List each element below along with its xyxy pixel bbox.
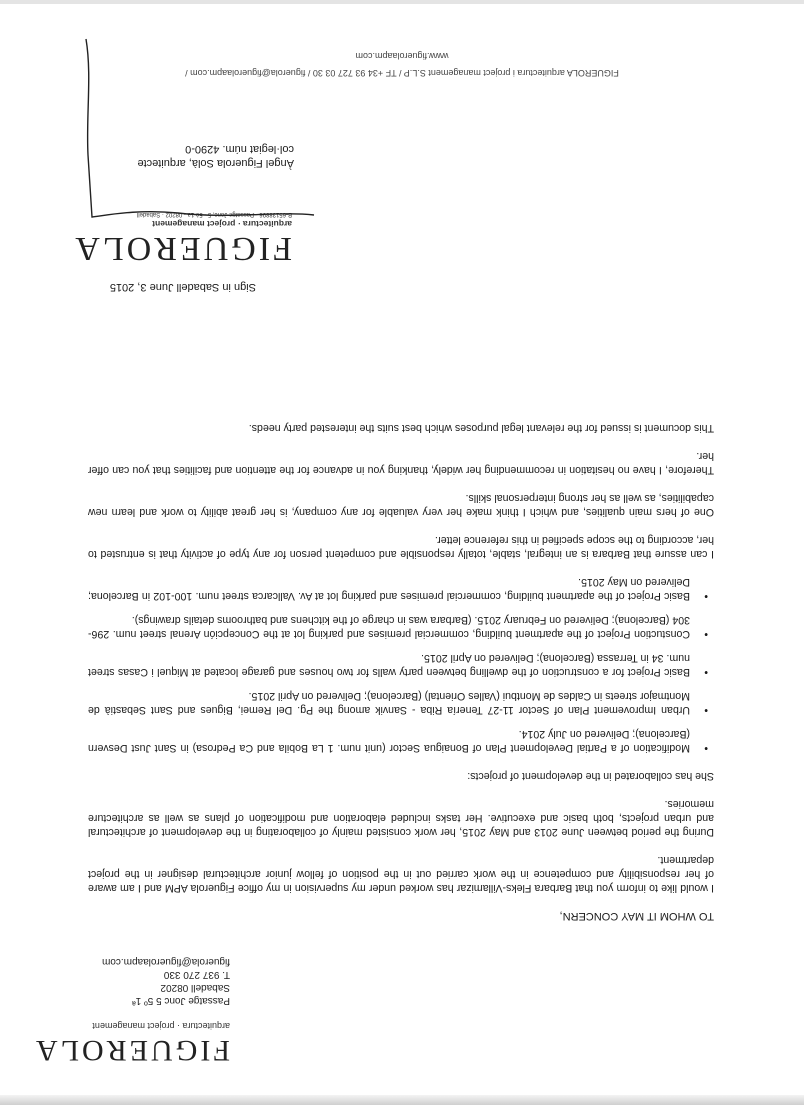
scan-edge-top <box>0 1095 804 1105</box>
signer-name: Àngel Figuerola Solà, arquitecte <box>137 157 294 169</box>
stamp-tagline: arquitectura · project management <box>152 219 292 229</box>
logo-wordmark: FIGUEROLA <box>33 1034 230 1067</box>
list-item <box>88 689 714 717</box>
letterhead-address <box>102 955 230 1007</box>
paragraph: During the period between June 2013 and May 2015, her work consisted mainly of collaborating in the development of architectural and urban projects, both basic and executive. Her tasks included elaboration and modification of plans as well as architecture memories. <box>88 798 714 838</box>
stamp-small-print: B-65138896 · Passatge Jonc, 5 · 5è 1a · 08202 · Sabadell <box>136 211 292 217</box>
sign-date: Sign in Sabadell June 3, 2015 <box>109 281 256 293</box>
projects-list <box>88 575 714 755</box>
address-line: T. 937 270 330 <box>163 969 230 980</box>
address-line: Passatge Jonc 5 5º 1ª <box>132 995 230 1006</box>
stamp-wordmark: FIGUEROLA <box>72 230 292 267</box>
project-text: Constuction Project of the apartment building, commercial premises and parking lot at the Concepción Arenal street num. 296-304 (Barcelona); Delivered on February 2015. (Barbara was in charge of the kitchens and bathrooms details drawings). <box>88 614 690 640</box>
letter-body <box>88 407 714 923</box>
bullet-icon: • <box>704 742 708 754</box>
project-text: Basic Project for a construction of the dwelling between party walls for two houses and garage located at Miquel i Casas street num. 34 in Terrassa (Barcelona); Delivered on April 2015. <box>88 652 690 678</box>
paragraph: I would like to inform you that Barbara Fleks-Villamizar has worked under my supervision in my office Figuerola APM and I am aware of her responsibility and competence in the work carried out in the position of fellow junior architectural designer in the project department. <box>88 854 714 894</box>
footer-contact: FIGUEROLA arquitectura i project management S.L.P / TF +34 93 727 03 30 / figuerola@figuerolaapm.com / <box>185 68 619 78</box>
footer-website: www.figuerolaapm.com <box>355 51 449 61</box>
list-item <box>88 613 714 641</box>
bullet-icon: • <box>704 666 708 678</box>
greeting: TO WHOM IT MAY CONCERN, <box>559 910 714 922</box>
signature-mark <box>68 35 318 225</box>
paragraph: One of hers main qualities, and which I think make her very valuable for any company, is her great ability to work and learn new capabilities, as well as her strong interpersonal skills. <box>88 492 714 518</box>
list-item <box>88 575 714 603</box>
paragraph: Therefore, I have no hesitation in recommending her widely, thanking you in advance for the attention and facilities that you can offer her. <box>88 450 714 476</box>
letterhead-logo <box>33 1021 230 1065</box>
bullet-icon: • <box>704 628 708 640</box>
scan-edge-bottom <box>0 0 804 4</box>
list-item <box>88 727 714 755</box>
address-line: Sabadell 08202 <box>160 982 230 993</box>
logo-tagline: arquitectura · project management <box>92 1021 230 1031</box>
project-text: Basic Project of the apartment building, commercial premises and parking lot at Av. Vallcarca street num. 100-102 in Barcelona; Delivered on May 2015. <box>88 576 690 602</box>
project-text: Urban Improvement Plan of Sector 11-27 Tenería Riba - Sanvik among the Pg. Del Remei, Bigues and Sant Sebastià de Montmajor streets in Caldes de Montbui (Valles Oriental) (Barcelona); Delivered on April 2015. <box>88 690 690 716</box>
paragraph: She has collaborated in the development of projects: <box>467 770 714 782</box>
bullet-icon: • <box>704 704 708 716</box>
bullet-icon: • <box>704 590 708 602</box>
list-item <box>88 651 714 679</box>
paragraph: I can assure that Barbara is an integral, stable, totally responsible and competent person for any type of activity that is entrusted to her, according to the scope specified in this reference letter. <box>88 534 714 560</box>
signer-registration: col·legiat núm. 4290-0 <box>185 143 294 155</box>
project-text: Modification of a Partial Development Plan of Bonaigua Sector (unit num. 1 La Bobila and Ca Pedrosa) in Sant Just Desvern (Barcelona); Delivered on July 2014. <box>88 728 690 754</box>
address-line: figuerola@figuerolaapm.com <box>102 956 230 967</box>
signer-block <box>137 142 294 170</box>
paragraph: This document is issued for the relevant legal purposes which best suits the interested party needs. <box>248 422 714 434</box>
